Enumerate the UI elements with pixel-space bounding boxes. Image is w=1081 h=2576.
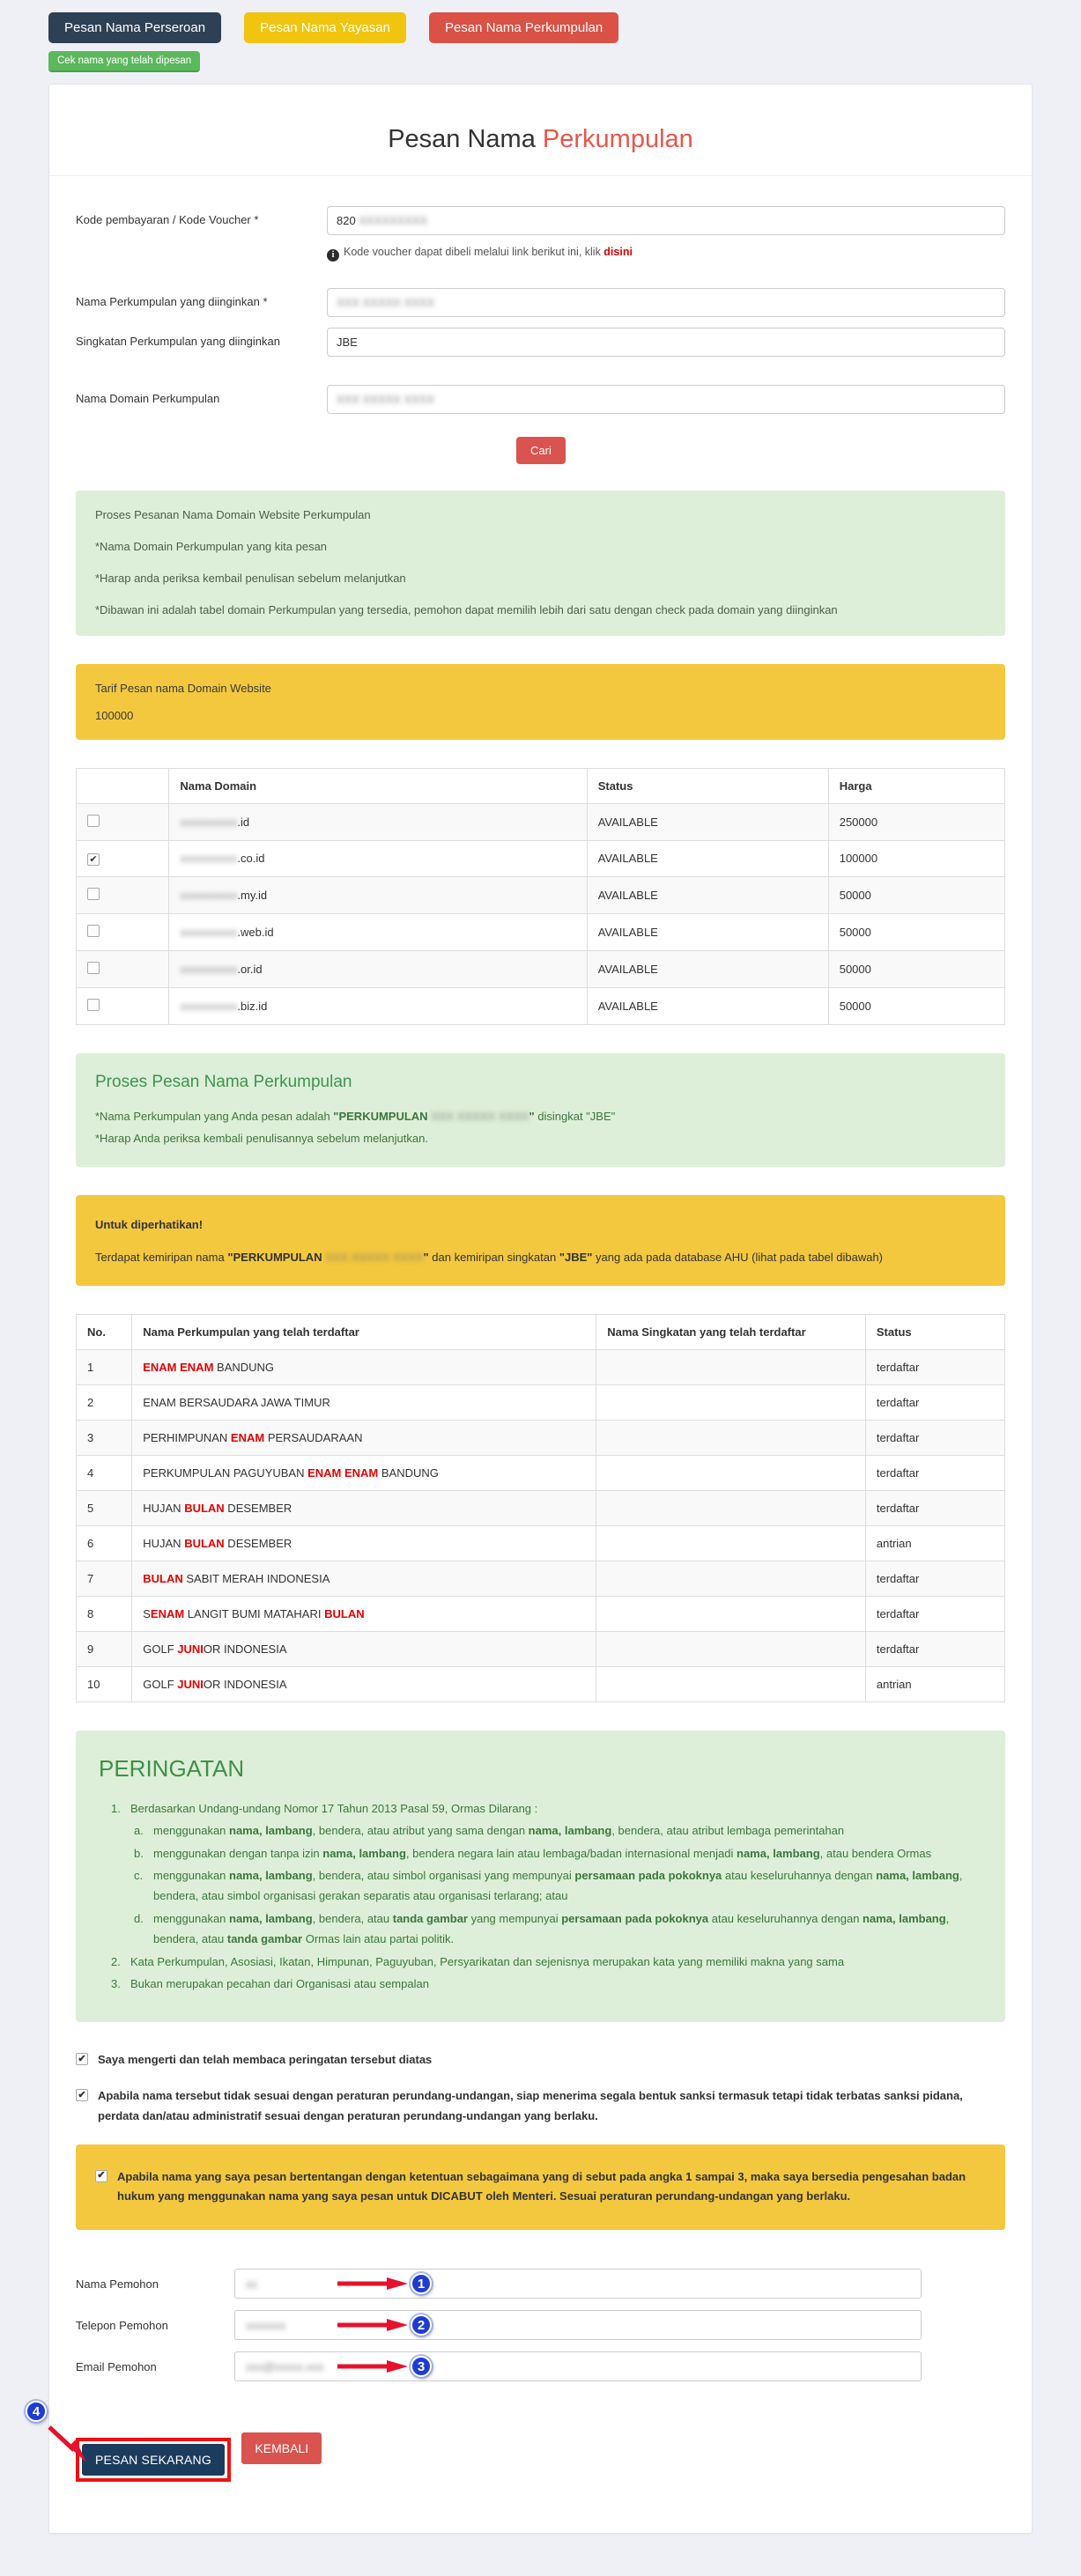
annotation-3 <box>336 2356 432 2377</box>
main-card <box>32 84 1033 2534</box>
domain-label: Nama Domain Perkumpulan <box>76 391 220 405</box>
domain-row-price: 50000 <box>828 951 1004 988</box>
reg-row-no: 10 <box>77 1666 132 1701</box>
nama-label: Nama Perkumpulan yang diinginkan * <box>76 294 268 308</box>
annotation-circle-1: 1 <box>411 2273 432 2294</box>
reg-row-status: antrian <box>865 1525 1004 1561</box>
domain-name-suffix: .co.id <box>237 852 265 866</box>
applicant-row-email <box>76 2351 1005 2381</box>
reg-row-no: 6 <box>77 1525 132 1561</box>
domain-row-checkbox[interactable]: ✔ <box>87 853 100 866</box>
top-nav <box>0 0 1081 43</box>
peringatan-item: 1. Berdasarkan Undang-undang Nomor 17 Tahun 2013 Pasal 59, Ormas Dilarang : <box>111 1801 538 1815</box>
domain-name-suffix: .my.id <box>237 889 268 902</box>
peringatan-item: c. menggunakan nama, lambang, bendera, atau simbol organisasi yang mempunyai persamaan pada pokoknya atau keseluruhannya dengan nama, lambang, bendera, atau simbol organisasi gerakan separatis atau organisasi terlarang; atau <box>134 1868 963 1903</box>
domain-col-nama: Nama Domain <box>169 768 587 803</box>
domain-table-row <box>77 951 1005 988</box>
info-icon: i <box>327 249 339 262</box>
submit-highlight-outline <box>76 2438 231 2482</box>
reg-row-singkatan <box>596 1349 866 1384</box>
domain-name-masked: xxxxxxxxxx <box>180 815 238 829</box>
registered-table-row <box>77 1666 1005 1701</box>
reg-row-status: terdaftar <box>865 1561 1004 1596</box>
domain-table-row <box>77 803 1005 840</box>
reg-col-nama: Nama Perkumpulan yang telah terdaftar <box>132 1314 596 1349</box>
consent-warning-text: Apabila nama yang saya pesan bertentangan dengan ketentuan sebagaimana yang di sebut pada angka 1 sampai 3, maka saya bersedia pengesahan badan hukum yang menggunakan nama yang saya pesan untuk DICABUT oleh Menteri. Sesuai peraturan perundang-undangan yang berlaku. <box>117 2169 966 2203</box>
reg-row-name: PERKUMPULAN PAGUYUBAN ENAM ENAM BANDUNG <box>132 1455 596 1490</box>
proses-title: Proses Pesan Nama Perkumpulan <box>95 1073 352 1091</box>
attention-line: Terdapat kemiripan nama "PERKUMPULAN XXX XXXXX XXXX" dan kemiripan singkatan "JBE" yang ada pada database AHU (lihat pada tabel dibawah) <box>95 1251 884 1265</box>
annotation-2 <box>336 2314 432 2336</box>
registered-table-row <box>77 1349 1005 1384</box>
nav-pesan-nama-perkumpulan[interactable]: Pesan Nama Perkumpulan <box>429 12 618 43</box>
domain-name-masked: xxxxxxxxxx <box>180 852 238 866</box>
attention-box <box>76 1195 1005 1285</box>
registered-table-row <box>77 1596 1005 1631</box>
reg-col-no: No. <box>77 1314 132 1349</box>
reg-row-status: terdaftar <box>865 1420 1004 1455</box>
domain-name-masked: xxxxxxxxxx <box>180 889 238 902</box>
domain-name-masked: xxxxxxxxxx <box>180 963 238 976</box>
pesan-sekarang-button[interactable]: PESAN SEKARANG <box>82 2444 225 2476</box>
domain-name-suffix: .or.id <box>237 963 263 976</box>
domain-row-status: AVAILABLE <box>587 877 828 914</box>
registered-table-body <box>77 1349 1005 1701</box>
domain-name-suffix: .biz.id <box>237 1000 268 1013</box>
disini-link[interactable]: disini <box>603 246 633 258</box>
reg-row-singkatan <box>596 1455 866 1490</box>
domain-info-box <box>76 491 1005 636</box>
kembali-button[interactable]: KEMBALI <box>241 2432 322 2464</box>
reg-row-name: HUJAN BULAN DESEMBER <box>132 1525 596 1561</box>
reg-row-no: 4 <box>77 1455 132 1490</box>
reg-row-singkatan <box>596 1490 866 1525</box>
consent-row-2 <box>76 2086 1005 2127</box>
domain-row-price: 50000 <box>828 877 1004 914</box>
reg-row-name: HUJAN BULAN DESEMBER <box>132 1490 596 1525</box>
reg-row-no: 5 <box>77 1490 132 1525</box>
annotation-circle-2: 2 <box>411 2314 432 2336</box>
registered-table <box>76 1314 1005 1702</box>
domain-row-status: AVAILABLE <box>587 914 828 951</box>
domain-col-checkbox <box>77 768 169 803</box>
reg-row-no: 9 <box>77 1631 132 1666</box>
peringatan-item: 2. Kata Perkumpulan, Asosiasi, Ikatan, Himpunan, Paguyuban, Persyarikatan dan sejenisnya merupakan kata yang memiliki makna yang sama <box>111 1954 845 1968</box>
domain-row-price: 250000 <box>828 803 1004 840</box>
reg-row-name: ENAM ENAM BANDUNG <box>132 1349 596 1384</box>
reg-row-singkatan <box>596 1420 866 1455</box>
red-arrow-icon <box>336 2359 410 2373</box>
telepon-pemohon-input[interactable]: xxxxxxx <box>234 2310 922 2340</box>
registered-table-row <box>77 1561 1005 1596</box>
reg-row-name: GOLF JUNIOR INDONESIA <box>132 1631 596 1666</box>
domain-row-checkbox[interactable] <box>87 999 100 1011</box>
proses-box <box>76 1053 1005 1167</box>
nama-pemohon-input[interactable]: xx <box>234 2269 922 2299</box>
domain-name-masked: xxxxxxxxxx <box>180 1000 238 1013</box>
attention-title: Untuk diperhatikan! <box>95 1218 204 1232</box>
cek-nama-button[interactable]: Cek nama yang telah dipesan <box>48 51 200 72</box>
nav-pesan-nama-yayasan[interactable]: Pesan Nama Yayasan <box>244 12 406 43</box>
peringatan-item: a. menggunakan nama, lambang, bendera, atau atribut yang sama dengan nama, lambang, bendera, atau atribut lembaga pemerintahan <box>134 1824 845 1838</box>
domain-row-checkbox[interactable] <box>87 925 100 937</box>
reg-row-name: PERHIMPUNAN ENAM PERSAUDARAAN <box>132 1420 596 1455</box>
reg-row-singkatan <box>596 1525 866 1561</box>
domain-row-status: AVAILABLE <box>587 988 828 1025</box>
peringatan-item: d. menggunakan nama, lambang, bendera, atau tanda gambar yang mempunyai persamaan pada pokoknya atau keseluruhannya dengan nama, lambang, bendera, atau tanda gambar Ormas lain atau partai politik. <box>134 1911 950 1946</box>
consent-section <box>76 2050 1005 2126</box>
info-line: *Dibawan ini adalah tabel domain Perkumpulan yang tersedia, pemohon dapat memilih lebih dari satu dengan check pada domain yang diinginkan <box>95 602 838 616</box>
domain-name-suffix: .id <box>237 815 250 829</box>
nama-pemohon-label: Nama Pemohon <box>76 2277 159 2291</box>
peringatan-list <box>99 1798 982 1995</box>
singkatan-label: Singkatan Perkumpulan yang diinginkan <box>76 334 280 348</box>
registered-table-row <box>77 1455 1005 1490</box>
voucher-help: i Kode voucher dapat dibeli melalui link berikut ini, klik disini <box>327 246 1005 262</box>
cari-button[interactable]: Cari <box>516 437 566 464</box>
reg-row-status: terdaftar <box>865 1455 1004 1490</box>
reg-row-no: 1 <box>77 1349 132 1384</box>
consent-text-2: Apabila nama tersebut tidak sesuai dengan peraturan perundang-undangan, siap menerima segala bentuk sanksi termasuk tetapi tidak terbatas sanksi pidana, perdata dan/atau administratif sesuai dengan peraturan perundang-undangan yang berlaku. <box>98 2089 963 2122</box>
nav-pesan-nama-perseroan[interactable]: Pesan Nama Perseroan <box>48 12 221 43</box>
domain-row-status: AVAILABLE <box>587 803 828 840</box>
info-line: *Nama Domain Perkumpulan yang kita pesan <box>95 539 328 553</box>
domain-col-status: Status <box>587 768 828 803</box>
proses-line-1: *Nama Perkumpulan yang Anda pesan adalah "PERKUMPULAN XXX XXXXX XXXX" disingkat "JBE" <box>95 1110 616 1123</box>
reg-row-status: terdaftar <box>865 1596 1004 1631</box>
domain-row-checkbox[interactable] <box>87 888 100 900</box>
domain-name-suffix: .web.id <box>237 926 274 939</box>
registered-table-row <box>77 1490 1005 1525</box>
peringatan-item: b. menggunakan dengan tanpa izin nama, lambang, bendera negara lain atau lembaga/badan internasional menjadi nama, lambang, atau bendera Ormas <box>134 1846 932 1860</box>
reg-row-name: BULAN SABIT MERAH INDONESIA <box>132 1561 596 1596</box>
email-pemohon-input[interactable]: xxx@xxxxx.xxx <box>234 2351 922 2381</box>
reg-row-no: 2 <box>77 1384 132 1420</box>
voucher-input[interactable]: 820 XXXXXXXXX <box>327 206 1005 235</box>
consent-checkbox-1[interactable]: ✔ <box>76 2053 88 2065</box>
reg-row-no: 7 <box>77 1561 132 1596</box>
peringatan-title: PERINGATAN <box>99 1754 245 1782</box>
nama-input[interactable]: XXX XXXXX XXXX <box>327 288 1005 317</box>
applicant-row-telepon <box>76 2310 1005 2340</box>
consent-text-1: Saya mengerti dan telah membaca peringatan tersebut diatas <box>98 2053 433 2067</box>
reg-row-singkatan <box>596 1384 866 1420</box>
annotation-circle-3: 3 <box>411 2356 432 2377</box>
tarif-value: 100000 <box>95 708 134 722</box>
singkatan-input[interactable]: JBE <box>327 328 1005 357</box>
email-pemohon-label: Email Pemohon <box>76 2359 157 2373</box>
registered-table-row <box>77 1525 1005 1561</box>
domain-row-checkbox[interactable] <box>87 815 100 827</box>
domain-table-row <box>77 988 1005 1025</box>
domain-table-row <box>77 914 1005 951</box>
reg-row-status: terdaftar <box>865 1490 1004 1525</box>
registered-table-row <box>77 1384 1005 1420</box>
proses-line-2: *Harap Anda periksa kembali penulisannya sebelum melanjutkan. <box>95 1131 428 1145</box>
tarif-title: Tarif Pesan nama Domain Website <box>95 681 271 695</box>
domain-row-price: 50000 <box>828 988 1004 1025</box>
title-divider <box>49 175 1032 176</box>
applicant-row-nama <box>76 2269 1005 2299</box>
domain-input[interactable]: XXX XXXXX XXXX <box>327 385 1005 414</box>
reg-col-singkatan: Nama Singkatan yang telah terdaftar <box>596 1314 866 1349</box>
tarif-box <box>76 664 1005 740</box>
domain-row-price: 100000 <box>828 840 1004 877</box>
reg-row-status: terdaftar <box>865 1631 1004 1666</box>
peringatan-item: 3. Bukan merupakan pecahan dari Organisasi atau sempalan <box>111 1976 429 1990</box>
domain-row-status: AVAILABLE <box>587 951 828 988</box>
domain-name-masked: xxxxxxxxxx <box>180 926 238 939</box>
info-line: Proses Pesanan Nama Domain Website Perkumpulan <box>95 507 371 521</box>
domain-table-body <box>77 803 1005 1025</box>
red-arrow-diagonal-icon <box>46 2425 92 2466</box>
registered-table-row <box>77 1631 1005 1666</box>
reg-row-singkatan <box>596 1631 866 1666</box>
consent-warning-box <box>76 2144 1005 2231</box>
domain-table-row <box>77 877 1005 914</box>
reg-row-name: SENAM LANGIT BUMI MATAHARI BULAN <box>132 1596 596 1631</box>
consent-checkbox-2[interactable]: ✔ <box>76 2089 88 2101</box>
red-arrow-icon <box>336 2318 410 2332</box>
domain-col-harga: Harga <box>828 768 1004 803</box>
reg-row-status: terdaftar <box>865 1349 1004 1384</box>
telepon-pemohon-label: Telepon Pemohon <box>76 2318 168 2332</box>
reg-row-name: ENAM BERSAUDARA JAWA TIMUR <box>132 1384 596 1420</box>
actions-section <box>32 2403 1005 2494</box>
voucher-label: Kode pembayaran / Kode Voucher * <box>76 213 259 226</box>
reg-col-status: Status <box>865 1314 1004 1349</box>
reg-row-status: antrian <box>865 1666 1004 1701</box>
domain-table <box>76 768 1005 1026</box>
domain-table-row <box>77 840 1005 877</box>
annotation-circle-4: 4 <box>26 2401 47 2422</box>
reg-row-no: 8 <box>77 1596 132 1631</box>
red-arrow-icon <box>336 2277 410 2291</box>
reg-row-status: terdaftar <box>865 1384 1004 1420</box>
reg-row-singkatan <box>596 1596 866 1631</box>
page-title: Pesan Nama Perkumpulan <box>388 125 693 153</box>
domain-row-checkbox[interactable] <box>87 962 100 974</box>
info-line: *Harap anda periksa kembail penulisan sebelum melanjutkan <box>95 571 406 585</box>
registered-table-row <box>77 1420 1005 1455</box>
reg-row-no: 3 <box>77 1420 132 1455</box>
domain-row-price: 50000 <box>828 914 1004 951</box>
annotation-1 <box>336 2273 432 2294</box>
reg-row-singkatan <box>596 1561 866 1596</box>
reg-row-name: GOLF JUNIOR INDONESIA <box>132 1666 596 1701</box>
domain-row-status: AVAILABLE <box>587 840 828 877</box>
consent-warning-checkbox[interactable]: ✔ <box>95 2170 107 2182</box>
reg-row-singkatan <box>596 1666 866 1701</box>
peringatan-box <box>76 1731 1005 2023</box>
applicant-section <box>76 2269 1005 2381</box>
consent-row-1 <box>76 2050 1005 2070</box>
